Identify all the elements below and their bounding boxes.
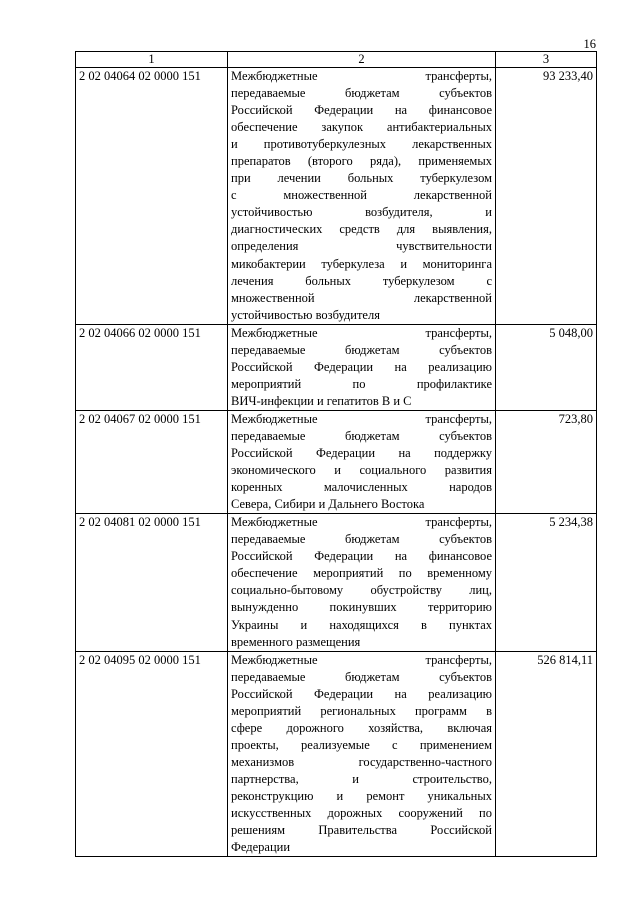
description-line: решениям Правительства Российской — [231, 823, 492, 838]
description-line: мероприятий по профилактике — [231, 376, 492, 391]
budget-code: 2 02 04095 02 0000 151 — [76, 651, 228, 857]
description-line: Российской Федерации на реализацию — [231, 686, 492, 701]
description-line: и противотуберкулезных лекарственных — [231, 137, 492, 152]
description-line: передаваемые бюджетам субъектов — [231, 532, 492, 547]
table-row — [76, 68, 597, 325]
table-row — [76, 324, 597, 410]
budget-code: 2 02 04064 02 0000 151 — [76, 68, 228, 325]
description-line: обеспечение закупок антибактериальных — [231, 120, 492, 135]
description-line: препаратов (второго ряда), применяемых — [231, 154, 492, 169]
transfer-description — [228, 410, 496, 513]
amount-value: 526 814,11 — [496, 651, 597, 857]
description-line: коренных малочисленных народов — [231, 480, 492, 495]
amount-value: 5 048,00 — [496, 324, 597, 410]
table-row — [76, 651, 597, 857]
description-line: передаваемые бюджетам субъектов — [231, 342, 492, 357]
budget-code: 2 02 04081 02 0000 151 — [76, 514, 228, 651]
description-line: диагностических средств для выявления, — [231, 222, 492, 237]
page-number: 16 — [583, 37, 596, 51]
amount-value: 93 233,40 — [496, 68, 597, 325]
column-header-1: 1 — [76, 52, 228, 68]
description-line: сфере дорожного хозяйства, включая — [231, 720, 492, 735]
budget-code: 2 02 04066 02 0000 151 — [76, 324, 228, 410]
description-line: проекты, реализуемые с применением — [231, 737, 492, 752]
description-line: искусственных дорожных сооружений по — [231, 806, 492, 821]
description-line: социально-бытовому обустройству лиц, — [231, 583, 492, 598]
column-header-2: 2 — [228, 52, 496, 68]
transfer-description — [228, 68, 496, 325]
description-line: партнерства, и строительство, — [231, 771, 492, 786]
description-line: устойчивостью возбудителя, и — [231, 205, 492, 220]
column-header-3: 3 — [496, 52, 597, 68]
description-line: обеспечение мероприятий по временному — [231, 566, 492, 581]
description-line: лечения больных туберкулезом с — [231, 273, 492, 288]
description-line: с множественной лекарственной — [231, 188, 492, 203]
description-line: устойчивостью возбудителя — [231, 307, 380, 322]
description-line: микобактерии туберкулеза и мониторинга — [231, 256, 492, 271]
table-row — [76, 410, 597, 513]
description-line: механизмов государственно-частного — [231, 754, 492, 769]
description-line: передаваемые бюджетам субъектов — [231, 86, 492, 101]
description-line: экономического и социального развития — [231, 463, 492, 478]
description-line: вынужденно покинувших территорию — [231, 600, 492, 615]
description-line: ВИЧ-инфекции и гепатитов В и С — [231, 393, 412, 408]
description-line: Межбюджетные трансферты, — [231, 325, 492, 340]
description-line: временного размещения — [231, 634, 361, 649]
description-line: Межбюджетные трансферты, — [231, 411, 492, 426]
transfer-description — [228, 514, 496, 651]
description-line: Российской Федерации на финансовое — [231, 103, 492, 118]
description-line: Украины и находящихся в пунктах — [231, 617, 492, 632]
description-line: Федерации — [231, 840, 291, 855]
transfer-description — [228, 651, 496, 857]
table-header-row — [76, 52, 597, 68]
description-line: Севера, Сибири и Дальнего Востока — [231, 497, 425, 512]
description-line: Межбюджетные трансферты, — [231, 652, 492, 667]
transfer-description — [228, 324, 496, 410]
description-line: Межбюджетные трансферты, — [231, 515, 492, 530]
description-line: при лечении больных туберкулезом — [231, 171, 492, 186]
description-line: Межбюджетные трансферты, — [231, 69, 492, 83]
amount-value: 5 234,38 — [496, 514, 597, 651]
description-line: определения чувствительности — [231, 239, 492, 254]
amount-value: 723,80 — [496, 410, 597, 513]
description-line: Российской Федерации на реализацию — [231, 359, 492, 374]
description-line: реконструкцию и ремонт уникальных — [231, 788, 492, 803]
table-row — [76, 514, 597, 651]
description-line: множественной лекарственной — [231, 290, 492, 305]
budget-table — [75, 51, 597, 857]
description-line: мероприятий региональных программ в — [231, 703, 492, 718]
description-line: Российской Федерации на финансовое — [231, 549, 492, 564]
description-line: передаваемые бюджетам субъектов — [231, 669, 492, 684]
description-line: передаваемые бюджетам субъектов — [231, 428, 492, 443]
budget-code: 2 02 04067 02 0000 151 — [76, 410, 228, 513]
description-line: Российской Федерации на поддержку — [231, 446, 492, 461]
